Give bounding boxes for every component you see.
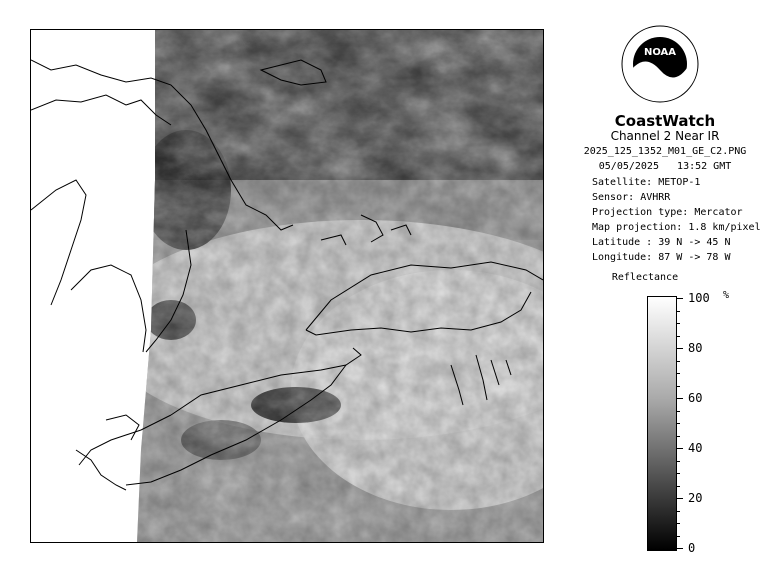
longitude-row	[592, 252, 731, 263]
projection-type-label: Projection type:	[592, 207, 689, 218]
sensor-row	[592, 192, 670, 203]
colorbar-tick	[677, 298, 683, 299]
satellite-value: METOP-1	[658, 177, 701, 188]
noaa-logo	[620, 24, 700, 104]
latitude-row	[592, 237, 731, 248]
latitude-value: 39 N -> 45 N	[658, 237, 731, 248]
colorbar-minor-tick	[677, 436, 680, 437]
colorbar-minor-tick	[677, 336, 680, 337]
colorbar-minor-tick	[677, 486, 680, 487]
satellite-label: Satellite:	[592, 177, 653, 188]
acquisition-date: 05/05/2025	[598, 161, 659, 172]
acquisition-time: 13:52 GMT	[677, 161, 732, 172]
colorbar-minor-tick	[677, 361, 680, 362]
colorbar-minor-tick	[677, 473, 680, 474]
map-image	[31, 30, 543, 542]
legend-title: Reflectance	[611, 272, 679, 283]
colorbar-tick-label: 60	[688, 391, 703, 405]
satellite-map[interactable]	[30, 29, 544, 543]
colorbar-minor-tick	[677, 511, 680, 512]
colorbar-tick-label: 100	[688, 291, 710, 305]
sensor-label: Sensor:	[592, 192, 635, 203]
channel-name: Channel 2 Near IR	[610, 129, 720, 143]
imagery-swath	[31, 30, 543, 542]
colorbar-minor-tick	[677, 461, 680, 462]
map-projection-value: 1.8 km/pixel	[688, 222, 761, 233]
longitude-value: 87 W -> 78 W	[658, 252, 731, 263]
longitude-label: Longitude:	[592, 252, 653, 263]
noaa-logo-text: NOAA	[643, 47, 677, 58]
date-time	[560, 161, 770, 172]
app-title: CoastWatch	[614, 112, 716, 130]
projection-type-value: Mercator	[694, 207, 743, 218]
map-projection-label: Map projection:	[592, 222, 683, 233]
colorbar-minor-tick	[677, 311, 680, 312]
colorbar-tick	[677, 548, 683, 549]
colorbar-tick-label: 80	[688, 341, 703, 355]
colorbar-tick	[677, 448, 683, 449]
projection-type-row	[592, 207, 743, 218]
legend-unit: %	[723, 290, 730, 301]
colorbar-minor-tick	[677, 536, 680, 537]
colorbar-minor-tick	[677, 323, 680, 324]
colorbar-minor-tick	[677, 411, 680, 412]
colorbar-minor-tick	[677, 523, 680, 524]
colorbar-tick-label: 40	[688, 441, 703, 455]
reflectance-colorbar	[647, 296, 677, 551]
colorbar-minor-tick	[677, 386, 680, 387]
colorbar-tick	[677, 398, 683, 399]
satellite-row	[592, 177, 700, 188]
map-projection-row	[592, 222, 761, 233]
colorbar-tick	[677, 498, 683, 499]
colorbar-tick-label: 20	[688, 491, 703, 505]
sensor-value: AVHRR	[640, 192, 671, 203]
latitude-label: Latitude :	[592, 237, 653, 248]
colorbar-minor-tick	[677, 373, 680, 374]
colorbar-minor-tick	[677, 423, 680, 424]
colorbar-tick	[677, 348, 683, 349]
colorbar-tick-label: 0	[688, 541, 696, 555]
file-name: 2025_125_1352_M01_GE_C2.PNG	[583, 146, 747, 157]
